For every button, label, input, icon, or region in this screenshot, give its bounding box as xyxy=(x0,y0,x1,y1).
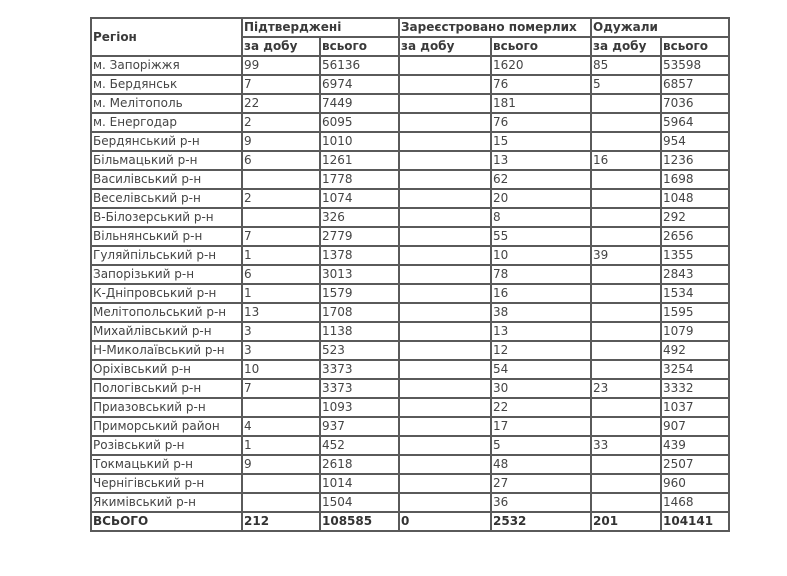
cell-region-name: Запорізький р-н xyxy=(91,265,242,284)
cell-recovered-total: 3254 xyxy=(661,360,729,379)
table-row xyxy=(91,322,729,341)
header-confirmed-total: всього xyxy=(320,37,399,56)
cell-region-name: Приазовський р-н xyxy=(91,398,242,417)
cell-deaths-total: 12 xyxy=(491,341,591,360)
cell-recovered-day: 5 xyxy=(591,75,661,94)
cell-region-name: Н-Миколаївський р-н xyxy=(91,341,242,360)
cell-confirmed-day: 2 xyxy=(242,189,320,208)
cell-confirmed-day xyxy=(242,170,320,189)
cell-deaths-total: 20 xyxy=(491,189,591,208)
table-row xyxy=(91,474,729,493)
cell-region-name: Приморський район xyxy=(91,417,242,436)
cell-recovered-day xyxy=(591,493,661,512)
cell-confirmed-day: 1 xyxy=(242,436,320,455)
cell-deaths-day xyxy=(399,303,491,322)
cell-recovered-day xyxy=(591,94,661,113)
cell-deaths-day xyxy=(399,436,491,455)
cell-region-name: Мелітопольський р-н xyxy=(91,303,242,322)
table-row xyxy=(91,436,729,455)
cell-deaths-total: 78 xyxy=(491,265,591,284)
cell-recovered-total: 53598 xyxy=(661,56,729,75)
cell-deaths-day xyxy=(399,227,491,246)
cell-region-name: Більмацький р-н xyxy=(91,151,242,170)
cell-confirmed-total: 1074 xyxy=(320,189,399,208)
cell-deaths-total: 13 xyxy=(491,322,591,341)
cell-recovered-total: 1236 xyxy=(661,151,729,170)
cell-recovered-day: 23 xyxy=(591,379,661,398)
cell-recovered-total: 907 xyxy=(661,417,729,436)
header-row-groups xyxy=(91,18,729,37)
cell-deaths-total: 27 xyxy=(491,474,591,493)
cell-deaths-day xyxy=(399,493,491,512)
table-body xyxy=(91,56,729,512)
cell-deaths-day xyxy=(399,94,491,113)
cell-recovered-day xyxy=(591,455,661,474)
cell-confirmed-day xyxy=(242,208,320,227)
cell-deaths-day xyxy=(399,265,491,284)
cell-recovered-day xyxy=(591,474,661,493)
cell-deaths-total: 54 xyxy=(491,360,591,379)
total-label: ВСЬОГО xyxy=(91,512,242,531)
cell-deaths-total: 76 xyxy=(491,75,591,94)
cell-deaths-day xyxy=(399,322,491,341)
cell-recovered-total: 2656 xyxy=(661,227,729,246)
table-row xyxy=(91,208,729,227)
cell-recovered-total: 1355 xyxy=(661,246,729,265)
table-row xyxy=(91,341,729,360)
cell-confirmed-total: 1579 xyxy=(320,284,399,303)
cell-deaths-total: 5 xyxy=(491,436,591,455)
cell-deaths-day xyxy=(399,246,491,265)
cell-confirmed-day: 6 xyxy=(242,265,320,284)
cell-deaths-day xyxy=(399,341,491,360)
cell-recovered-day xyxy=(591,398,661,417)
cell-recovered-day xyxy=(591,170,661,189)
cell-recovered-day: 33 xyxy=(591,436,661,455)
cell-deaths-total: 36 xyxy=(491,493,591,512)
table-row xyxy=(91,170,729,189)
header-confirmed-day: за добу xyxy=(242,37,320,56)
cell-deaths-day xyxy=(399,113,491,132)
cell-confirmed-day: 7 xyxy=(242,379,320,398)
cell-recovered-total: 1468 xyxy=(661,493,729,512)
cell-confirmed-day: 3 xyxy=(242,322,320,341)
cell-deaths-day xyxy=(399,75,491,94)
cell-region-name: Вільнянський р-н xyxy=(91,227,242,246)
table-row xyxy=(91,246,729,265)
cell-recovered-total: 439 xyxy=(661,436,729,455)
table-row xyxy=(91,417,729,436)
cell-deaths-total: 17 xyxy=(491,417,591,436)
cell-recovered-total: 1698 xyxy=(661,170,729,189)
covid-stats-table-container xyxy=(90,17,730,532)
cell-recovered-total: 2843 xyxy=(661,265,729,284)
cell-deaths-total: 13 xyxy=(491,151,591,170)
cell-deaths-total: 10 xyxy=(491,246,591,265)
cell-confirmed-total: 2618 xyxy=(320,455,399,474)
cell-confirmed-day: 22 xyxy=(242,94,320,113)
cell-confirmed-total: 1138 xyxy=(320,322,399,341)
cell-deaths-day xyxy=(399,189,491,208)
cell-confirmed-total: 1261 xyxy=(320,151,399,170)
cell-region-name: Чернігівський р-н xyxy=(91,474,242,493)
cell-region-name: Якимівський р-н xyxy=(91,493,242,512)
cell-confirmed-day: 2 xyxy=(242,113,320,132)
cell-deaths-total: 15 xyxy=(491,132,591,151)
cell-recovered-total: 5964 xyxy=(661,113,729,132)
table-row xyxy=(91,189,729,208)
cell-region-name: Веселівський р-н xyxy=(91,189,242,208)
cell-region-name: В-Білозерський р-н xyxy=(91,208,242,227)
cell-deaths-day xyxy=(399,284,491,303)
cell-confirmed-total: 937 xyxy=(320,417,399,436)
header-deaths: Зареєстровано померлих xyxy=(399,18,591,37)
cell-recovered-day xyxy=(591,341,661,360)
cell-recovered-total: 1595 xyxy=(661,303,729,322)
cell-deaths-day xyxy=(399,170,491,189)
cell-confirmed-total: 1093 xyxy=(320,398,399,417)
cell-deaths-day xyxy=(399,132,491,151)
total-deaths-total: 2532 xyxy=(491,512,591,531)
table-row xyxy=(91,113,729,132)
table-row xyxy=(91,360,729,379)
cell-confirmed-total: 1378 xyxy=(320,246,399,265)
table-row xyxy=(91,151,729,170)
cell-confirmed-total: 1504 xyxy=(320,493,399,512)
cell-recovered-day xyxy=(591,227,661,246)
cell-deaths-total: 62 xyxy=(491,170,591,189)
cell-deaths-day xyxy=(399,417,491,436)
cell-recovered-day: 39 xyxy=(591,246,661,265)
total-recovered-total: 104141 xyxy=(661,512,729,531)
table-row xyxy=(91,303,729,322)
cell-deaths-total: 76 xyxy=(491,113,591,132)
total-deaths-day: 0 xyxy=(399,512,491,531)
header-region: Регіон xyxy=(91,18,242,56)
header-recovered: Одужали xyxy=(591,18,729,37)
cell-recovered-total: 292 xyxy=(661,208,729,227)
cell-deaths-day xyxy=(399,208,491,227)
cell-confirmed-day: 13 xyxy=(242,303,320,322)
cell-region-name: Токмацький р-н xyxy=(91,455,242,474)
cell-confirmed-day: 1 xyxy=(242,246,320,265)
cell-confirmed-day: 99 xyxy=(242,56,320,75)
cell-region-name: К-Дніпровський р-н xyxy=(91,284,242,303)
cell-region-name: м. Енергодар xyxy=(91,113,242,132)
cell-recovered-day xyxy=(591,303,661,322)
table-row xyxy=(91,227,729,246)
table-row xyxy=(91,94,729,113)
cell-recovered-day: 85 xyxy=(591,56,661,75)
table-row xyxy=(91,493,729,512)
cell-confirmed-total: 7449 xyxy=(320,94,399,113)
cell-recovered-total: 960 xyxy=(661,474,729,493)
cell-confirmed-total: 1010 xyxy=(320,132,399,151)
cell-confirmed-total: 1708 xyxy=(320,303,399,322)
cell-confirmed-day xyxy=(242,493,320,512)
cell-confirmed-day: 4 xyxy=(242,417,320,436)
cell-confirmed-total: 3013 xyxy=(320,265,399,284)
cell-confirmed-total: 56136 xyxy=(320,56,399,75)
cell-deaths-total: 181 xyxy=(491,94,591,113)
cell-recovered-day xyxy=(591,132,661,151)
cell-confirmed-total: 2779 xyxy=(320,227,399,246)
cell-region-name: Бердянський р-н xyxy=(91,132,242,151)
cell-confirmed-total: 1778 xyxy=(320,170,399,189)
cell-confirmed-total: 452 xyxy=(320,436,399,455)
cell-deaths-total: 55 xyxy=(491,227,591,246)
cell-recovered-total: 7036 xyxy=(661,94,729,113)
cell-recovered-total: 1079 xyxy=(661,322,729,341)
cell-recovered-day: 16 xyxy=(591,151,661,170)
cell-region-name: Гуляйпільський р-н xyxy=(91,246,242,265)
cell-region-name: м. Запоріжжя xyxy=(91,56,242,75)
cell-deaths-total: 8 xyxy=(491,208,591,227)
cell-confirmed-day: 7 xyxy=(242,75,320,94)
cell-confirmed-total: 6095 xyxy=(320,113,399,132)
cell-recovered-total: 6857 xyxy=(661,75,729,94)
cell-confirmed-day: 6 xyxy=(242,151,320,170)
cell-confirmed-total: 523 xyxy=(320,341,399,360)
total-recovered-day: 201 xyxy=(591,512,661,531)
cell-recovered-total: 954 xyxy=(661,132,729,151)
cell-deaths-total: 48 xyxy=(491,455,591,474)
cell-deaths-day xyxy=(399,379,491,398)
header-deaths-day: за добу xyxy=(399,37,491,56)
cell-confirmed-day: 7 xyxy=(242,227,320,246)
cell-recovered-day xyxy=(591,265,661,284)
cell-deaths-day xyxy=(399,474,491,493)
table-row xyxy=(91,284,729,303)
table-row xyxy=(91,398,729,417)
cell-confirmed-total: 3373 xyxy=(320,360,399,379)
cell-deaths-day xyxy=(399,151,491,170)
cell-recovered-day xyxy=(591,113,661,132)
cell-confirmed-total: 1014 xyxy=(320,474,399,493)
cell-region-name: Оріхівський р-н xyxy=(91,360,242,379)
cell-confirmed-total: 6974 xyxy=(320,75,399,94)
cell-deaths-total: 38 xyxy=(491,303,591,322)
cell-recovered-total: 3332 xyxy=(661,379,729,398)
cell-recovered-total: 492 xyxy=(661,341,729,360)
cell-recovered-day xyxy=(591,360,661,379)
cell-confirmed-day: 10 xyxy=(242,360,320,379)
cell-confirmed-total: 3373 xyxy=(320,379,399,398)
cell-deaths-total: 1620 xyxy=(491,56,591,75)
cell-recovered-total: 2507 xyxy=(661,455,729,474)
table-row xyxy=(91,455,729,474)
cell-region-name: м. Бердянськ xyxy=(91,75,242,94)
cell-recovered-total: 1048 xyxy=(661,189,729,208)
cell-region-name: Василівський р-н xyxy=(91,170,242,189)
cell-deaths-day xyxy=(399,56,491,75)
total-row xyxy=(91,512,729,531)
cell-recovered-day xyxy=(591,322,661,341)
cell-deaths-day xyxy=(399,455,491,474)
cell-confirmed-total: 326 xyxy=(320,208,399,227)
cell-region-name: Пологівський р-н xyxy=(91,379,242,398)
table-row xyxy=(91,56,729,75)
cell-deaths-total: 16 xyxy=(491,284,591,303)
table-row xyxy=(91,132,729,151)
cell-deaths-day xyxy=(399,360,491,379)
cell-deaths-total: 30 xyxy=(491,379,591,398)
cell-confirmed-day: 9 xyxy=(242,455,320,474)
cell-recovered-day xyxy=(591,189,661,208)
cell-confirmed-day: 9 xyxy=(242,132,320,151)
cell-confirmed-day xyxy=(242,398,320,417)
cell-region-name: Розівський р-н xyxy=(91,436,242,455)
cell-deaths-day xyxy=(399,398,491,417)
cell-confirmed-day: 3 xyxy=(242,341,320,360)
total-confirmed-day: 212 xyxy=(242,512,320,531)
cell-region-name: м. Мелітополь xyxy=(91,94,242,113)
header-confirmed: Підтверджені xyxy=(242,18,399,37)
header-deaths-total: всього xyxy=(491,37,591,56)
covid-stats-table xyxy=(90,17,730,532)
table-row xyxy=(91,379,729,398)
cell-deaths-total: 22 xyxy=(491,398,591,417)
table-row xyxy=(91,265,729,284)
cell-recovered-day xyxy=(591,284,661,303)
header-recovered-day: за добу xyxy=(591,37,661,56)
cell-region-name: Михайлівський р-н xyxy=(91,322,242,341)
total-confirmed-total: 108585 xyxy=(320,512,399,531)
header-recovered-total: всього xyxy=(661,37,729,56)
cell-recovered-total: 1534 xyxy=(661,284,729,303)
cell-confirmed-day xyxy=(242,474,320,493)
cell-recovered-day xyxy=(591,208,661,227)
cell-recovered-total: 1037 xyxy=(661,398,729,417)
cell-confirmed-day: 1 xyxy=(242,284,320,303)
table-row xyxy=(91,75,729,94)
cell-recovered-day xyxy=(591,417,661,436)
